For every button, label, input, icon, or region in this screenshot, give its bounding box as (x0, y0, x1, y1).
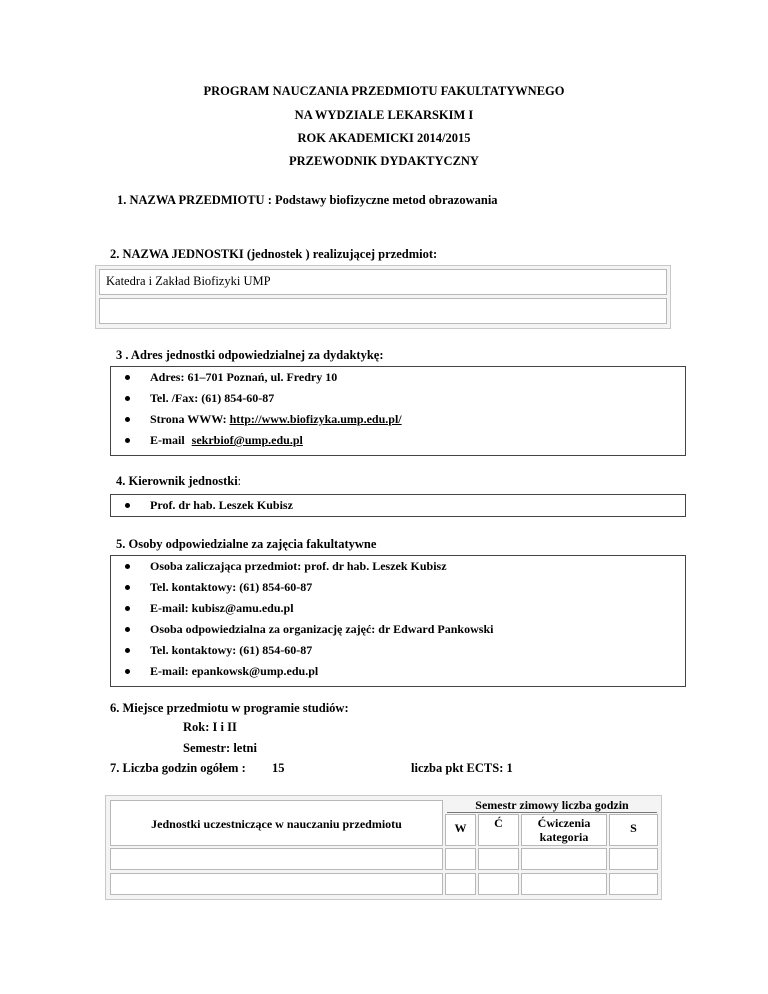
placement-heading: 6. Miejsce przedmiotu w programie studiów: (110, 701, 349, 715)
bullet-icon (125, 438, 130, 443)
phone-text: Tel. /Fax: (61) 854-60-87 (150, 391, 275, 405)
bullet-icon (125, 564, 130, 569)
address-heading: 3 . Adres jednostki odpowiedzialnej za dydaktykę: (116, 348, 384, 362)
table-row-1-cw (521, 848, 607, 870)
persons-item (111, 556, 685, 577)
year-text: Rok: I i II (183, 720, 237, 734)
col-cw-cell (521, 814, 607, 846)
persons-text: E-mail: kubisz@amu.edu.pl (150, 601, 294, 615)
semester-header: Semestr zimowy liczba godzin (447, 798, 657, 813)
col-cw-line2: kategoria (539, 830, 589, 844)
persons-box (110, 555, 686, 687)
table-row-1-w (445, 848, 476, 870)
persons-item (111, 577, 685, 598)
bullet-icon (125, 627, 130, 632)
persons-text: E-mail: epankowsk@ump.edu.pl (150, 664, 319, 678)
table-row-1-s (609, 848, 658, 870)
unit-row-1 (99, 269, 667, 295)
bullet-icon (125, 648, 130, 653)
table-row-1-unit (110, 848, 443, 870)
col-s-cell (609, 814, 658, 846)
bullet-icon (125, 503, 130, 508)
ects-text: liczba pkt ECTS: 1 (411, 761, 513, 775)
persons-text: Osoba zaliczająca przedmiot: prof. dr hab. Leszek Kubisz (150, 559, 447, 573)
hours-value: 15 (272, 761, 285, 775)
bullet-icon (125, 669, 130, 674)
table-row-2-cw (521, 873, 607, 895)
col-c: Ć (494, 816, 503, 830)
address-box (110, 366, 686, 456)
hours-label: 7. Liczba godzin ogółem : (110, 761, 246, 775)
head-heading (116, 474, 241, 489)
persons-heading: 5. Osoby odpowiedzialne za zajęcia fakultatywne (116, 537, 377, 551)
bullet-icon (125, 375, 130, 380)
persons-item (111, 619, 685, 640)
bullet-icon (125, 606, 130, 611)
persons-item (111, 598, 685, 619)
head-item (111, 495, 685, 516)
persons-item (111, 640, 685, 661)
doc-title-line2: NA WYDZIALE LEKARSKIM I (294, 108, 474, 122)
email-link[interactable]: sekrbiof@ump.edu.pl (191, 433, 303, 447)
unit-table (95, 265, 671, 329)
col-c-cell (478, 814, 519, 846)
hours-table (105, 795, 662, 900)
head-name: Prof. dr hab. Leszek Kubisz (150, 498, 293, 512)
bullet-icon (125, 396, 130, 401)
head-box (110, 494, 686, 517)
persons-text: Tel. kontaktowy: (61) 854-60-87 (150, 643, 313, 657)
unit-name-heading: 2. NAZWA JEDNOSTKI (jednostek ) realizującej przedmiot: (110, 247, 438, 261)
semester-text: Semestr: letni (183, 741, 257, 755)
col-w: W (454, 821, 467, 835)
bullet-icon (125, 585, 130, 590)
www-label: Strona WWW: (150, 412, 230, 426)
table-row-2-c (478, 873, 519, 895)
unit-row-1-text: Katedra i Zakład Biofizyki UMP (106, 274, 271, 288)
col-cw-line1: Ćwiczenia (537, 816, 591, 830)
email-item (111, 430, 685, 451)
bullet-icon (125, 417, 130, 422)
head-heading-text: 4. Kierownik jednostki (116, 474, 238, 488)
persons-text: Tel. kontaktowy: (61) 854-60-87 (150, 580, 313, 594)
table-row-1-c (478, 848, 519, 870)
doc-title-line4: PRZEWODNIK DYDAKTYCZNY (289, 154, 479, 168)
www-link[interactable]: http://www.biofizyka.ump.edu.pl/ (229, 412, 402, 426)
units-header: Jednostki uczestniczące w nauczaniu przedmiotu (151, 817, 402, 831)
table-row-2-w (445, 873, 476, 895)
persons-item (111, 661, 685, 682)
col-s: S (630, 821, 637, 835)
persons-text: Osoba odpowiedzialna za organizację zajęć: dr Edward Pankowski (150, 622, 494, 636)
phone-item (111, 388, 685, 409)
table-row-2-s (609, 873, 658, 895)
doc-title-line1: PROGRAM NAUCZANIA PRZEDMIOTU FAKULTATYWNEGO (203, 84, 565, 98)
doc-title-line3: ROK AKADEMICKI 2014/2015 (297, 131, 471, 145)
unit-row-2 (99, 298, 667, 324)
course-name-heading: 1. NAZWA PRZEDMIOTU : Podstawy biofizyczne metod obrazowania (117, 193, 498, 207)
address-item (111, 367, 685, 388)
table-row-2-unit (110, 873, 443, 895)
units-header-cell (110, 800, 443, 846)
address-text: Adres: 61–701 Poznań, ul. Fredry 10 (150, 370, 338, 384)
head-heading-colon: : (237, 474, 242, 488)
email-label: E-mail (150, 433, 188, 447)
col-w-cell (445, 814, 476, 846)
www-item (111, 409, 685, 430)
